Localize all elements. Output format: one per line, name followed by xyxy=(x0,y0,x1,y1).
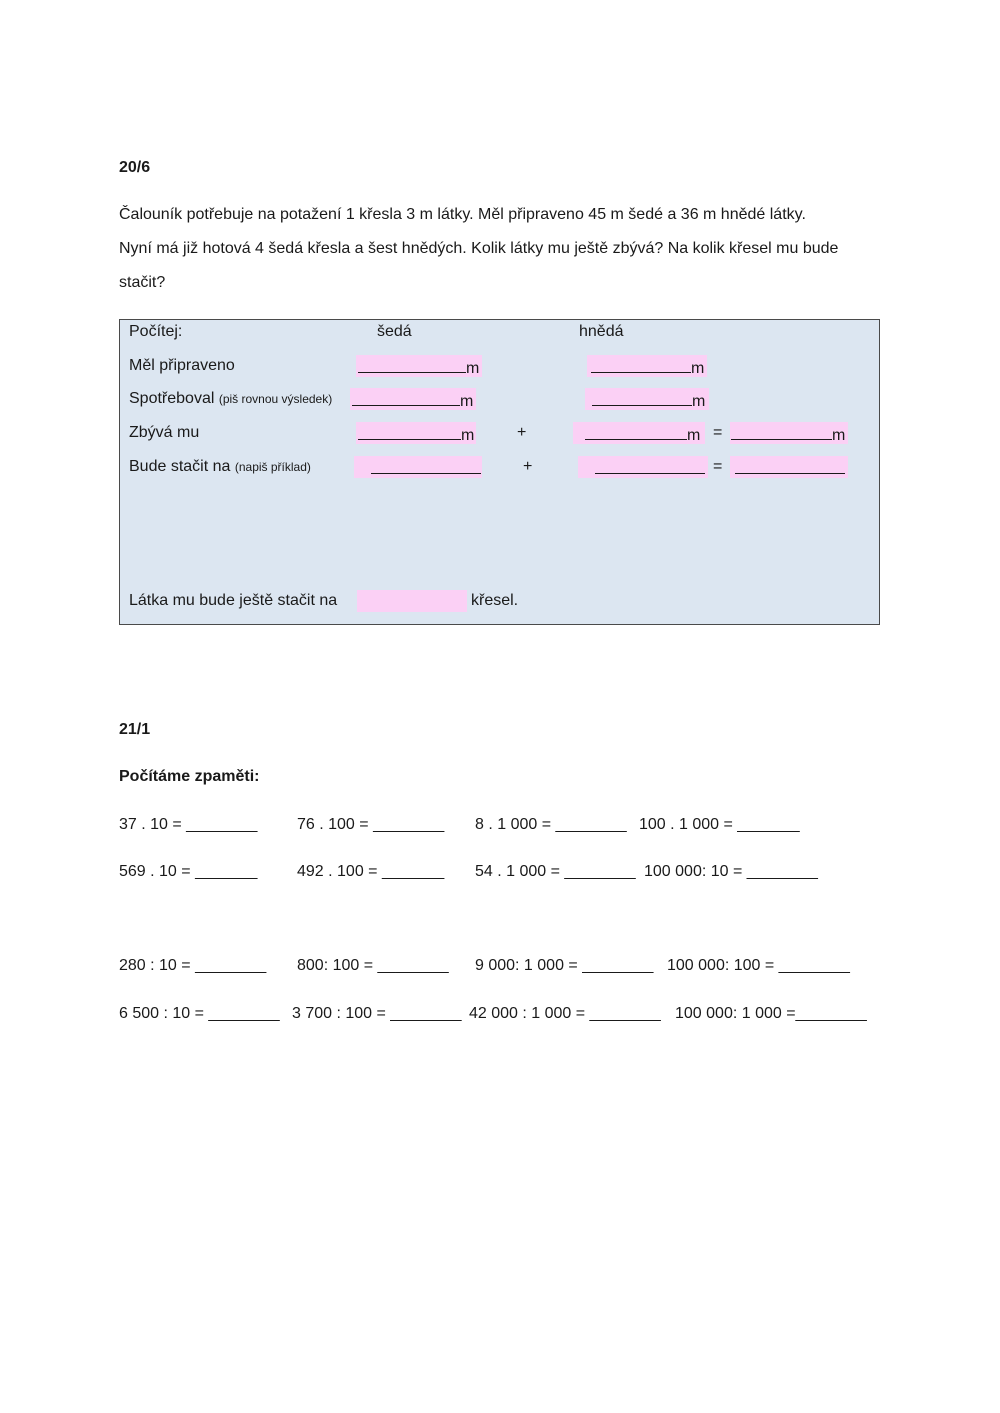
blank-line xyxy=(371,458,481,474)
blank-line xyxy=(591,357,691,373)
exercise-item[interactable]: 9 000: 1 000 = ________ xyxy=(475,957,654,974)
equals-sign: = xyxy=(713,424,723,441)
chairs-count-input[interactable] xyxy=(357,590,467,612)
task2-subheading: Počítáme zpaměti: xyxy=(119,768,260,785)
box-header-label: Počítej: xyxy=(129,323,183,340)
task1-paragraph-line: Čalouník potřebuje na potažení 1 křesla 3 m látky. Měl připraveno 45 m šedé a 36 m hnědé látky. xyxy=(119,206,806,223)
blank-line xyxy=(595,458,705,474)
unit-label: m xyxy=(832,427,846,444)
unit-label: m xyxy=(460,393,474,410)
task2-heading: 21/1 xyxy=(119,721,151,738)
row-used-text: Spotřeboval xyxy=(129,390,215,407)
exercise-item[interactable]: 6 500 : 10 = ________ xyxy=(119,1005,280,1022)
unit-label: m xyxy=(461,427,475,444)
exercise-item[interactable]: 8 . 1 000 = ________ xyxy=(475,816,627,833)
plus-sign: + xyxy=(523,458,533,475)
exercise-item[interactable]: 492 . 100 = _______ xyxy=(297,863,445,880)
row-used-note: (piš rovnou výsledek) xyxy=(218,392,333,406)
blank-line xyxy=(735,458,845,474)
task1-heading: 20/6 xyxy=(119,159,151,176)
answer-prefix: Látka mu bude ještě stačit na xyxy=(129,592,338,609)
plus-sign: + xyxy=(517,424,527,441)
exercise-item[interactable]: 100 000: 10 = ________ xyxy=(644,863,818,880)
calculation-box xyxy=(119,319,880,625)
exercise-item[interactable]: 3 700 : 100 = ________ xyxy=(292,1005,462,1022)
exercise-item[interactable]: 280 : 10 = ________ xyxy=(119,957,267,974)
exercise-item[interactable]: 569 . 10 = _______ xyxy=(119,863,258,880)
exercise-item[interactable]: 37 . 10 = ________ xyxy=(119,816,258,833)
row-remaining-label: Zbývá mu xyxy=(129,424,200,441)
exercise-item[interactable]: 42 000 : 1 000 = ________ xyxy=(469,1005,661,1022)
equals-sign: = xyxy=(713,458,723,475)
exercise-item[interactable]: 100 000: 100 = ________ xyxy=(667,957,850,974)
exercise-item[interactable]: 76 . 100 = ________ xyxy=(297,816,445,833)
task1-paragraph-line: stačit? xyxy=(119,274,166,291)
blank-line xyxy=(585,424,687,440)
blank-line xyxy=(358,424,461,440)
row-used-label xyxy=(129,390,332,408)
unit-label: m xyxy=(687,427,701,444)
row-enough-text: Bude stačit na xyxy=(129,458,231,475)
unit-label: m xyxy=(691,360,705,377)
blank-line xyxy=(731,424,832,440)
blank-line xyxy=(352,390,460,406)
column-brown-label: hnědá xyxy=(579,323,624,340)
row-enough-note: (napiš příklad) xyxy=(234,460,311,474)
exercise-item[interactable]: 100 000: 1 000 =________ xyxy=(675,1005,867,1022)
row-enough-for-label xyxy=(129,458,311,476)
answer-suffix: křesel. xyxy=(471,592,519,609)
exercise-item[interactable]: 54 . 1 000 = ________ xyxy=(475,863,636,880)
blank-line xyxy=(358,357,466,373)
exercise-item[interactable]: 100 . 1 000 = _______ xyxy=(639,816,800,833)
row-had-prepared-label: Měl připraveno xyxy=(129,357,235,374)
unit-label: m xyxy=(466,360,480,377)
unit-label: m xyxy=(692,393,706,410)
column-grey-label: šedá xyxy=(377,323,412,340)
task1-paragraph-line: Nyní má již hotová 4 šedá křesla a šest hnědých. Kolik látky mu ještě zbývá? Na kolik křesel mu bude xyxy=(119,240,839,257)
blank-line xyxy=(592,390,692,406)
exercise-item[interactable]: 800: 100 = ________ xyxy=(297,957,449,974)
